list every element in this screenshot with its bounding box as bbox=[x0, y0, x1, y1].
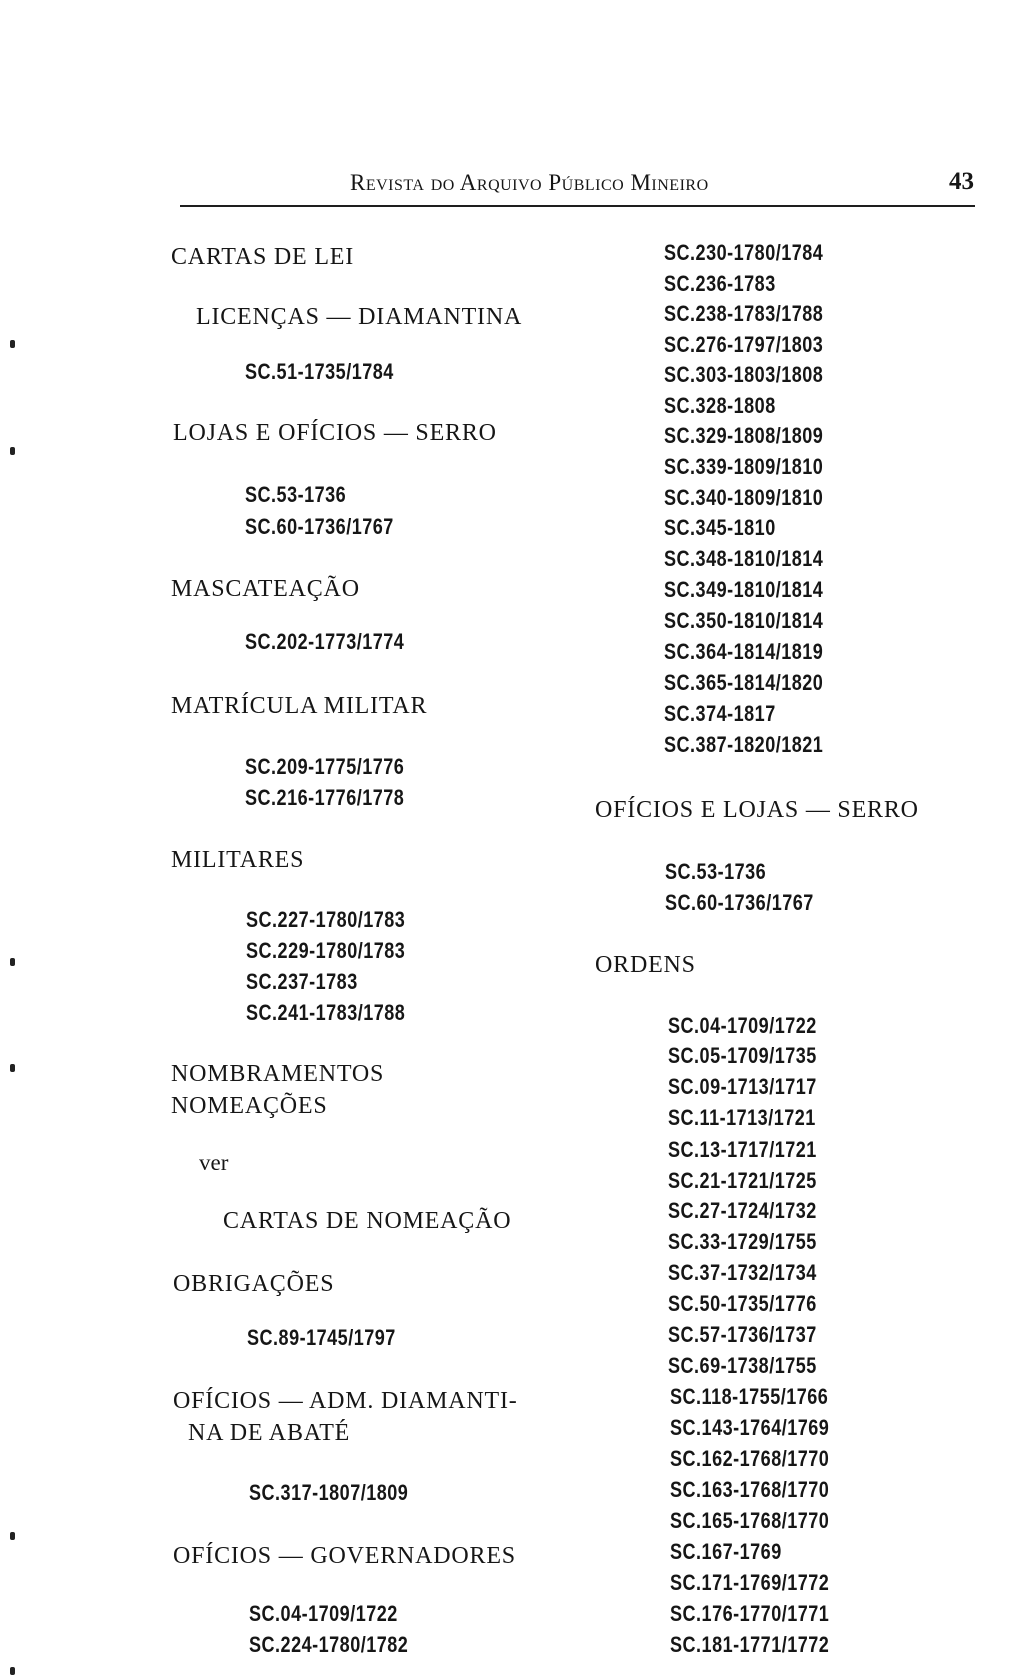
reference-code: SC.04-1709/1722 bbox=[249, 1601, 398, 1626]
reference-code: SC.230-1780/1784 bbox=[664, 240, 824, 265]
index-heading: ORDENS bbox=[595, 952, 696, 978]
reference-code: SC.340-1809/1810 bbox=[664, 485, 824, 510]
reference-code: SC.53-1736 bbox=[665, 859, 767, 884]
reference-code: SC.162-1768/1770 bbox=[670, 1446, 830, 1471]
reference-code: SC.348-1810/1814 bbox=[664, 546, 824, 571]
reference-code: SC.50-1735/1776 bbox=[668, 1291, 817, 1316]
reference-code: SC.167-1769 bbox=[670, 1539, 782, 1564]
reference-code: SC.328-1808 bbox=[664, 393, 776, 418]
index-heading: NOMBRAMENTOS bbox=[171, 1061, 385, 1087]
index-subheading: LICENÇAS — DIAMANTINA bbox=[196, 304, 523, 330]
reference-code: SC.163-1768/1770 bbox=[670, 1477, 830, 1502]
reference-code: SC.171-1769/1772 bbox=[670, 1570, 830, 1595]
reference-code: SC.04-1709/1722 bbox=[668, 1013, 817, 1038]
reference-code: SC.60-1736/1767 bbox=[665, 890, 814, 915]
reference-code: SC.37-1732/1734 bbox=[668, 1260, 817, 1285]
index-heading: MATRÍCULA MILITAR bbox=[171, 693, 428, 719]
reference-code: SC.33-1729/1755 bbox=[668, 1229, 817, 1254]
reference-code: SC.364-1814/1819 bbox=[664, 639, 824, 664]
reference-code: SC.181-1771/1772 bbox=[670, 1632, 830, 1657]
reference-code: SC.21-1721/1725 bbox=[668, 1168, 817, 1193]
reference-code: SC.216-1776/1778 bbox=[245, 785, 405, 810]
index-heading: CARTAS DE LEI bbox=[171, 244, 355, 270]
reference-code: SC.345-1810 bbox=[664, 515, 776, 540]
reference-code: SC.09-1713/1717 bbox=[668, 1074, 817, 1099]
reference-code: SC.89-1745/1797 bbox=[247, 1325, 396, 1350]
index-heading: OFÍCIOS — GOVERNADORES bbox=[173, 1543, 516, 1569]
reference-code: SC.209-1775/1776 bbox=[245, 754, 405, 779]
reference-code: SC.229-1780/1783 bbox=[246, 938, 406, 963]
page-number: 43 bbox=[949, 168, 974, 195]
reference-code: SC.303-1803/1808 bbox=[664, 362, 824, 387]
reference-code: SC.224-1780/1782 bbox=[249, 1632, 409, 1657]
margin-mark bbox=[10, 1532, 15, 1540]
index-heading: MILITARES bbox=[171, 847, 305, 873]
reference-code: SC.387-1820/1821 bbox=[664, 732, 824, 757]
reference-code: SC.143-1764/1769 bbox=[670, 1415, 830, 1440]
reference-code: SC.176-1770/1771 bbox=[670, 1601, 830, 1626]
reference-code: SC.236-1783 bbox=[664, 271, 776, 296]
margin-mark bbox=[10, 1667, 15, 1675]
reference-code: SC.51-1735/1784 bbox=[245, 359, 394, 384]
margin-mark bbox=[10, 340, 15, 348]
reference-code: SC.57-1736/1737 bbox=[668, 1322, 817, 1347]
reference-code: SC.317-1807/1809 bbox=[249, 1480, 409, 1505]
reference-code: SC.202-1773/1774 bbox=[245, 629, 405, 654]
reference-code: SC.165-1768/1770 bbox=[670, 1508, 830, 1533]
cross-reference-target: CARTAS DE NOMEAÇÃO bbox=[223, 1208, 512, 1234]
reference-code: SC.349-1810/1814 bbox=[664, 577, 824, 602]
reference-code: SC.237-1783 bbox=[246, 969, 358, 994]
index-heading: LOJAS E OFÍCIOS — SERRO bbox=[173, 420, 497, 446]
cross-reference-label: ver bbox=[199, 1150, 229, 1175]
margin-mark bbox=[10, 447, 15, 455]
reference-code: SC.11-1713/1721 bbox=[668, 1105, 816, 1130]
margin-mark bbox=[10, 958, 15, 966]
header-rule bbox=[180, 205, 975, 207]
reference-code: SC.118-1755/1766 bbox=[670, 1384, 829, 1409]
index-heading: OFÍCIOS — ADM. DIAMANTI- bbox=[173, 1388, 518, 1414]
reference-code: SC.27-1724/1732 bbox=[668, 1198, 817, 1223]
index-heading: NOMEAÇÕES bbox=[171, 1093, 328, 1119]
reference-code: SC.329-1808/1809 bbox=[664, 423, 824, 448]
reference-code: SC.350-1810/1814 bbox=[664, 608, 824, 633]
reference-code: SC.276-1797/1803 bbox=[664, 332, 824, 357]
reference-code: SC.241-1783/1788 bbox=[246, 1000, 406, 1025]
index-heading-continued: NA DE ABATÉ bbox=[188, 1420, 351, 1446]
running-header bbox=[180, 168, 980, 202]
journal-title: Revista do Arquivo Público Mineiro bbox=[350, 170, 709, 195]
index-heading: MASCATEAÇÃO bbox=[171, 576, 360, 602]
index-heading: OFÍCIOS E LOJAS — SERRO bbox=[595, 797, 919, 823]
reference-code: SC.69-1738/1755 bbox=[668, 1353, 817, 1378]
margin-mark bbox=[10, 1064, 15, 1072]
reference-code: SC.374-1817 bbox=[664, 701, 776, 726]
reference-code: SC.339-1809/1810 bbox=[664, 454, 824, 479]
reference-code: SC.13-1717/1721 bbox=[668, 1137, 817, 1162]
reference-code: SC.53-1736 bbox=[245, 482, 347, 507]
reference-code: SC.365-1814/1820 bbox=[664, 670, 824, 695]
reference-code: SC.227-1780/1783 bbox=[246, 907, 406, 932]
reference-code: SC.05-1709/1735 bbox=[668, 1043, 817, 1068]
index-heading: OBRIGAÇÕES bbox=[173, 1271, 335, 1297]
reference-code: SC.60-1736/1767 bbox=[245, 514, 394, 539]
reference-code: SC.238-1783/1788 bbox=[664, 301, 824, 326]
